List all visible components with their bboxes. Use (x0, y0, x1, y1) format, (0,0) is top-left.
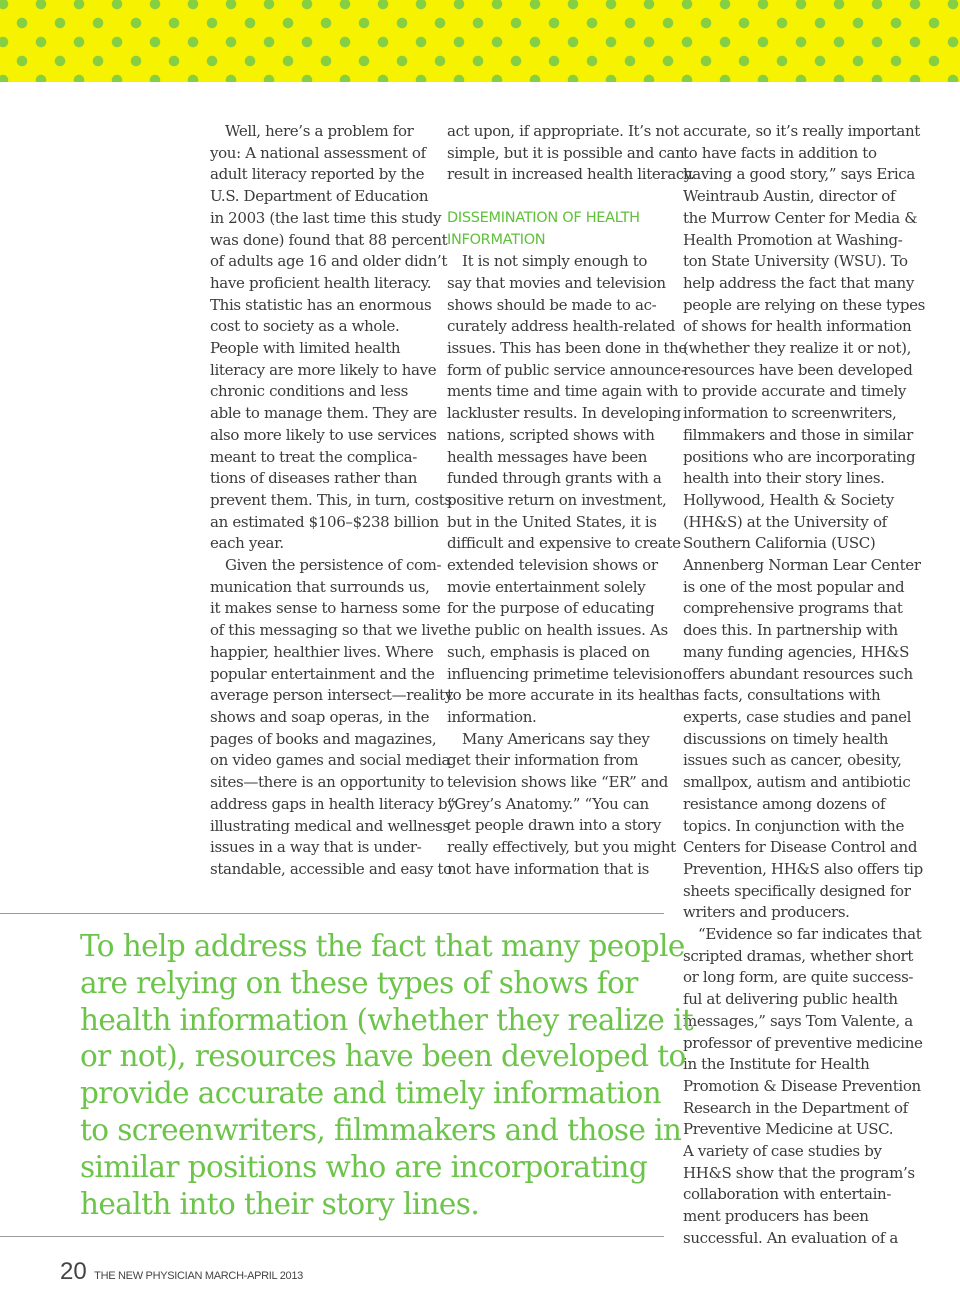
body-text-line: Annenberg Norman Lear Center (683, 556, 921, 575)
pull-quote-line: are relying on these types of shows for (80, 965, 638, 1000)
body-text-line: (whether they realize it or not), (683, 339, 912, 358)
body-text-line: difficult and expensive to create (447, 534, 681, 553)
body-text-line: Health Promotion at Washing- (683, 230, 903, 249)
body-text-line: writers and producers. (683, 903, 850, 922)
body-text-line: resources have been developed (683, 360, 913, 379)
body-text-line: Many Americans say they (462, 729, 650, 748)
body-text-line: it makes sense to harness some (210, 599, 441, 618)
body-text-line: simple, but it is possible and can (447, 143, 685, 162)
body-text-line: smallpox, autism and antibiotic (683, 773, 911, 792)
body-text-line: issues. This has been done in the (447, 339, 687, 358)
body-text-line: People with limited health (210, 339, 401, 358)
pull-quote-line: or not), resources have been developed to (80, 1039, 686, 1074)
body-text-line: “Grey’s Anatomy.” “You can (447, 794, 649, 813)
body-text-line: is one of the most popular and (683, 577, 905, 596)
body-text-line: the public on health issues. As (447, 621, 668, 640)
body-text-line: accurate, so it’s really important (683, 122, 920, 140)
body-text-line: This statistic has an enormous (210, 295, 432, 314)
body-text-line: such, emphasis is placed on (447, 642, 650, 661)
pull-quote-line: provide accurate and timely information (80, 1076, 662, 1111)
body-text-line: the Murrow Center for Media & (683, 208, 918, 227)
section-subhead-line: INFORMATION (447, 231, 546, 248)
body-text-line: also more likely to use services (210, 425, 437, 444)
body-text-line: U.S. Department of Education (210, 187, 429, 206)
publication-folio: THE NEW PHYSICIAN MARCH-APRIL 2013 (94, 1270, 303, 1282)
body-text-line: Research in the Department of (683, 1098, 908, 1117)
body-text-line: topics. In conjunction with the (683, 816, 905, 835)
pull-quote-line: health into their story lines. (80, 1186, 480, 1221)
body-text-line: result in increased health literacy. (447, 165, 695, 184)
decorative-dot-banner (0, 0, 960, 82)
body-text-line: HH&S show that the program’s (683, 1163, 915, 1182)
body-text-line: does this. In partnership with (683, 621, 898, 640)
body-text-line: shows should be made to ac- (447, 295, 657, 314)
article-column-3 (683, 121, 925, 1250)
body-text-line: in 2003 (the last time this study (210, 208, 442, 227)
body-text-line: A variety of case studies by (683, 1142, 882, 1161)
page-footer (60, 1258, 303, 1286)
pull-quote-line: to screenwriters, filmmakers and those in (80, 1112, 682, 1147)
article-column-2 (447, 121, 695, 881)
body-text-line: adult literacy reported by the (210, 165, 425, 184)
body-text-line: professor of preventive medicine (683, 1033, 923, 1052)
body-text-line: to be more accurate in its health (447, 686, 685, 705)
body-text-line: Prevention, HH&S also offers tip (683, 859, 923, 878)
article-column-1 (210, 121, 456, 881)
body-text-line: for the purpose of educating (447, 599, 655, 618)
body-text-line: pages of books and magazines, (210, 729, 437, 748)
body-text-line: lackluster results. In developing (447, 404, 681, 423)
body-text-line: or long form, are quite success- (683, 968, 914, 987)
body-text-line: successful. An evaluation of a (683, 1228, 899, 1247)
body-text-line: resistance among dozens of (683, 794, 886, 813)
body-text-line: many funding agencies, HH&S (683, 642, 910, 661)
body-text-line: people are relying on these types (683, 295, 925, 314)
body-text-line: not have information that is (447, 859, 649, 878)
pull-quote-line: To help address the fact that many people (80, 929, 685, 963)
body-text-line: have proficient health literacy. (210, 273, 432, 292)
body-text-line: nations, scripted shows with (447, 425, 655, 444)
paragraph-spacer (447, 186, 669, 208)
body-text-line: address gaps in health literacy by (210, 794, 456, 813)
body-text-line: meant to treat the complica- (210, 447, 417, 466)
body-text-line: Promotion & Disease Prevention (683, 1076, 921, 1095)
body-text-line: experts, case studies and panel (683, 707, 912, 726)
body-text-line: was done) found that 88 percent (210, 230, 448, 249)
body-text-line: chronic conditions and less (210, 382, 408, 401)
body-text-line: an estimated $106–$238 billion (210, 512, 439, 531)
body-text-line: “Evidence so far indicates that (698, 925, 922, 944)
body-text-line: happier, healthier lives. Where (210, 642, 434, 661)
body-text-line: really effectively, but you might (447, 838, 676, 857)
body-text-line: to have facts in addition to (683, 143, 877, 162)
body-text-line: Southern California (USC) (683, 534, 876, 553)
body-text-line: of shows for health information (683, 317, 912, 336)
body-text-line: of this messaging so that we live (210, 621, 447, 640)
pull-quote-line: health information (whether they realize it (80, 1002, 694, 1037)
body-text-line: Well, here’s a problem for (225, 122, 414, 140)
body-text-line: information. (447, 707, 537, 726)
body-text-line: of adults age 16 and older didn’t (210, 252, 448, 271)
body-text-line: sheets specifically designed for (683, 881, 911, 900)
body-text-line: ment producers has been (683, 1207, 869, 1226)
body-text-line: collaboration with entertain- (683, 1185, 892, 1204)
body-text-line: say that movies and television (447, 273, 666, 292)
body-text-line: ments time and time again with (447, 382, 679, 401)
body-text-line: health messages have been (447, 447, 648, 466)
body-text-line: comprehensive programs that (683, 599, 903, 618)
pullquote-top-rule (0, 913, 664, 914)
body-text-line: influencing primetime television (447, 664, 683, 683)
body-text-line: information to screenwriters, (683, 404, 897, 423)
body-text-line: Hollywood, Health & Society (683, 490, 894, 509)
body-text-line: you: A national assessment of (210, 143, 426, 162)
body-text-line: funded through grants with a (447, 469, 662, 488)
body-text-line: (HH&S) at the University of (683, 512, 887, 531)
body-text-line: Centers for Disease Control and (683, 838, 918, 857)
body-text-line: tions of diseases rather than (210, 469, 418, 488)
body-text-line: cost to society as a whole. (210, 317, 400, 336)
body-text-line: form of public service announce- (447, 360, 686, 379)
body-text-line: as facts, consultations with (683, 686, 881, 705)
body-text-line: on video games and social media (210, 751, 451, 770)
body-text-line: munication that surrounds us, (210, 577, 430, 596)
body-text-line: shows and soap operas, in the (210, 707, 430, 726)
body-text-line: help address the fact that many (683, 273, 914, 292)
body-text-line: extended television shows or (447, 556, 658, 575)
body-text-line: movie entertainment solely (447, 577, 646, 596)
body-text-line: able to manage them. They are (210, 404, 437, 423)
body-text-line: scripted dramas, whether short (683, 946, 914, 965)
pull-quote (80, 928, 694, 1222)
body-text-line: standable, accessible and easy to (210, 859, 452, 878)
body-text-line: messages,” says Tom Valente, a (683, 1011, 913, 1030)
body-text-line: ful at delivering public health (683, 990, 898, 1009)
body-text-line: Given the persistence of com- (225, 556, 442, 575)
body-text-line: Preventive Medicine at USC. (683, 1120, 894, 1139)
body-text-line: filmmakers and those in similar (683, 425, 913, 444)
body-text-line: each year. (210, 534, 284, 553)
pullquote-bottom-rule (0, 1236, 664, 1237)
body-text-line: but in the United States, it is (447, 512, 657, 531)
body-text-line: curately address health-related (447, 317, 675, 336)
body-text-line: ton State University (WSU). To (683, 252, 908, 271)
body-text-line: get their information from (447, 751, 639, 770)
body-text-line: health into their story lines. (683, 469, 885, 488)
body-text-line: literacy are more likely to have (210, 360, 437, 379)
body-text-line: issues in a way that is under- (210, 838, 422, 857)
body-text-line: to provide accurate and timely (683, 382, 907, 401)
section-subhead-line: DISSEMINATION OF HEALTH (447, 209, 640, 226)
body-text-line: Weintraub Austin, director of (683, 187, 896, 206)
body-text-line: prevent them. This, in turn, costs (210, 490, 452, 509)
pull-quote-line: similar positions who are incorporating (80, 1149, 648, 1184)
body-text-line: popular entertainment and the (210, 664, 435, 683)
body-text-line: act upon, if appropriate. It’s not (447, 122, 680, 140)
body-text-line: television shows like “ER” and (447, 773, 669, 792)
body-text-line: discussions on timely health (683, 729, 889, 748)
body-text-line: positive return on investment, (447, 490, 667, 509)
page-number: 20 (60, 1258, 87, 1285)
body-text-line: illustrating medical and wellness (210, 816, 450, 835)
body-text-line: average person intersect—reality (210, 686, 453, 705)
body-text-line: issues such as cancer, obesity, (683, 751, 902, 770)
body-text-line: get people drawn into a story (447, 816, 662, 835)
body-text-line: in the Institute for Health (683, 1055, 870, 1074)
body-text-line: having a good story,” says Erica (683, 165, 915, 184)
body-text-line: offers abundant resources such (683, 664, 913, 683)
body-text-line: sites—there is an opportunity to (210, 773, 444, 792)
body-text-line: It is not simply enough to (462, 252, 648, 271)
body-text-line: positions who are incorporating (683, 447, 916, 466)
